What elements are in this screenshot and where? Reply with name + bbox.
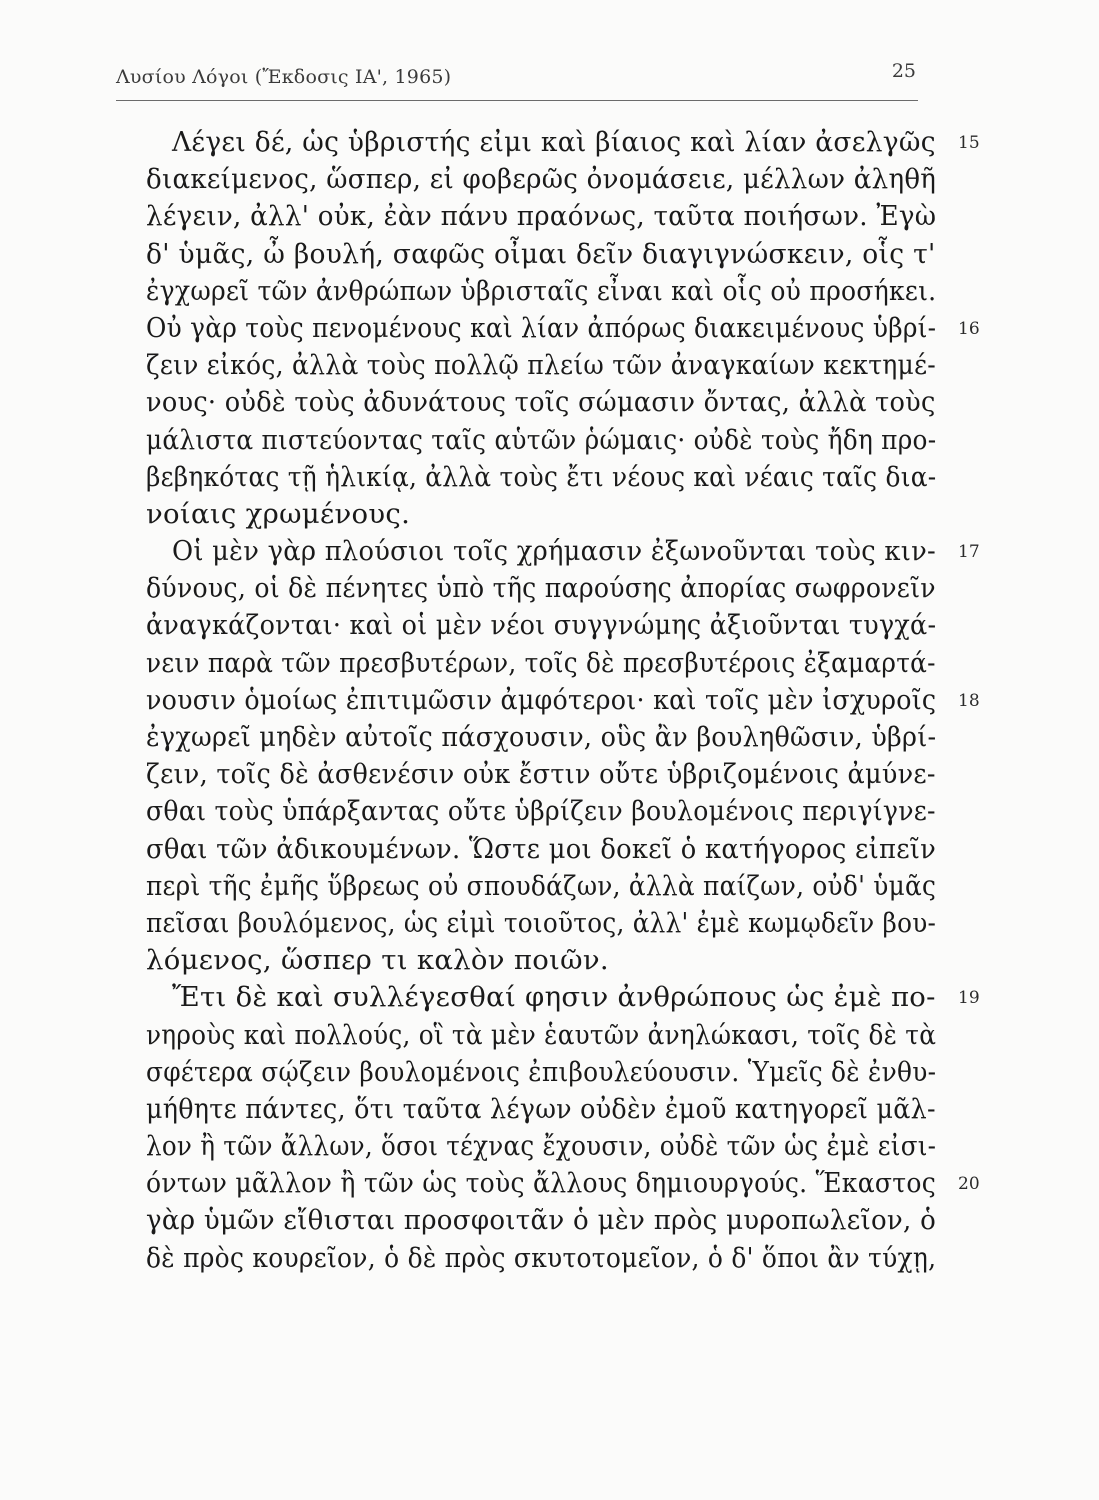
line-text: Λέγει δέ, ὡς ὑβριστής εἰμι καὶ βίαιος καὶ λίαν ἀσελγῶς [172,126,936,158]
line-text: ζειν, τοῖς δὲ ἀσθενέσιν οὐκ ἔστιν οὔτε ὑβριζομένοις ἀμύνε- [146,758,936,791]
text-line [146,533,980,570]
line-text: διακείμενος, ὥσπερ, εἰ φοβερῶς ὀνομάσειε, μέλλων ἀληθῆ [146,163,937,196]
line-text: σφέτερα σῴζειν βουλομένοις ἐπιβουλεύουσιν. Ὑμεῖς δὲ ἐνθυ- [146,1055,937,1088]
line-text: μήθητε πάντες, ὅτι ταῦτα λέγων οὐδὲν ἐμοῦ κατηγορεῖ μᾶλ- [146,1092,936,1125]
text-line [146,645,946,682]
text-line [146,1091,946,1128]
line-text: δὲ πρὸς κουρεῖον, ὁ δὲ πρὸς σκυτοτομεῖον, ὁ δ' ὅποι ἂν τύχῃ, [146,1241,937,1274]
line-text: περὶ τῆς ἐμῆς ὕβρεως οὐ σπουδάζων, ἀλλὰ παίζων, οὐδ' ὑμᾶς [146,869,937,902]
text-line [146,161,946,198]
text-line [146,1017,946,1054]
body-text [146,124,980,1277]
text-line [146,1240,946,1277]
running-head: Λυσίου Λόγοι (Ἔκδοσις ΙΑ', 1965) [116,66,452,88]
line-text: Οἱ μὲν γὰρ πλούσιοι τοῖς χρήμασιν ἐξωνοῦνται τοὺς κιν- [172,535,936,568]
line-text: γὰρ ὑμῶν εἴθισται προσφοιτᾶν ὁ μὲν πρὸς μυροπωλεῖον, ὁ [146,1204,937,1237]
text-line [146,347,946,384]
text-line [146,310,980,347]
text-line [146,384,946,421]
line-text: σθαι τοὺς ὑπάρξαντας οὔτε ὑβρίζειν βουλομένοις περιγίγνε- [146,795,936,828]
text-line [146,979,980,1016]
text-line [146,756,946,793]
section-number: 20 [958,1174,980,1195]
text-line [146,459,946,496]
line-text: λον ἢ τῶν ἄλλων, ὅσοι τέχνας ἔχουσιν, οὐδὲ τῶν ὡς ἐμὲ εἰσι- [146,1130,937,1163]
line-text: λόμενος, ὥσπερ τι καλὸν ποιῶν. [146,944,609,977]
line-text: νειν παρὰ τῶν πρεσβυτέρων, τοῖς δὲ πρεσβυτέροις ἐξαμαρτά- [146,646,936,679]
line-text: ἐγχωρεῖ τῶν ἀνθρώπων ὑβρισταῖς εἶναι καὶ οἷς οὐ προσήκει. [146,274,937,307]
text-line [146,682,980,719]
line-text: μάλιστα πιστεύοντας ταῖς αὑτῶν ῥώμαις· οὐδὲ τοὺς ἤδη προ- [146,423,937,456]
text-line [146,570,946,607]
line-text: νους· οὐδὲ τοὺς ἀδυνάτους τοῖς σώμασιν ὄντας, ἀλλὰ τοὺς [146,386,936,419]
text-line [146,1202,946,1239]
text-line [146,1165,980,1202]
section-number: 19 [958,988,980,1009]
text-line [146,905,946,942]
text-line [146,793,946,830]
line-text: ἀναγκάζονται· καὶ οἱ μὲν νέοι συγγνώμης ἀξιοῦνται τυγχά- [146,609,937,642]
text-line [146,719,946,756]
section-number: 18 [958,690,980,711]
section-number: 16 [958,318,980,339]
line-text: ἐγχωρεῖ μηδὲν αὐτοῖς πάσχουσιν, οὓς ἂν βουληθῶσιν, ὑβρί- [146,721,937,753]
text-line [146,198,946,235]
line-text: ζειν εἰκός, ἀλλὰ τοὺς πολλῷ πλείω τῶν ἀναγκαίων κεκτημέ- [146,349,937,382]
text-line [146,422,946,459]
text-line [146,1054,946,1091]
line-text: βεβηκότας τῇ ἡλικίᾳ, ἀλλὰ τοὺς ἔτι νέους καὶ νέαις ταῖς δια- [146,460,937,493]
line-text: δ' ὑμᾶς, ὦ βουλή, σαφῶς οἶμαι δεῖν διαγιγνώσκειν, οἷς τ' [146,237,936,270]
text-line [146,868,946,905]
line-text: Οὐ γὰρ τοὺς πενομένους καὶ λίαν ἀπόρως διακειμένους ὑβρί- [146,311,937,344]
text-line [146,1128,946,1165]
line-text: Ἔτι δὲ καὶ συλλέγεσθαί φησιν ἀνθρώπους ὡς ἐμὲ πο- [172,981,936,1014]
line-text: λέγειν, ἀλλ' οὐκ, ἐὰν πάνυ πραόνως, ταῦτα ποιήσων. Ἐγὼ [146,200,937,233]
text-line [146,273,946,310]
line-text: δύνους, οἱ δὲ πένητες ὑπὸ τῆς παρούσης ἀπορίας σωφρονεῖν [146,572,936,605]
page-number: 25 [891,60,916,82]
text-line [146,831,946,868]
page-header [116,60,918,101]
text-line [146,236,946,273]
line-text: σθαι τῶν ἀδικουμένων. Ὥστε μοι δοκεῖ ὁ κατήγορος εἰπεῖν [146,832,937,865]
text-line [146,607,946,644]
text-line [146,124,980,161]
text-line [146,942,946,979]
section-number: 15 [958,133,980,153]
text-line [146,496,946,533]
line-text: νοίαις χρωμένους. [146,497,411,530]
line-text: όντων μᾶλλον ἢ τῶν ὡς τοὺς ἄλλους δημιουργούς. Ἕκαστος [146,1167,936,1200]
line-text: νουσιν ὁμοίως ἐπιτιμῶσιν ἀμφότεροι· καὶ τοῖς μὲν ἰσχυροῖς [146,683,937,716]
line-text: πεῖσαι βουλόμενος, ὡς εἰμὶ τοιοῦτος, ἀλλ' ἐμὲ κωμῳδεῖν βου- [146,906,937,939]
line-text: νηροὺς καὶ πολλούς, οἳ τὰ μὲν ἑαυτῶν ἀνηλώκασι, τοῖς δὲ τὰ [146,1018,937,1051]
section-number: 17 [958,542,980,563]
